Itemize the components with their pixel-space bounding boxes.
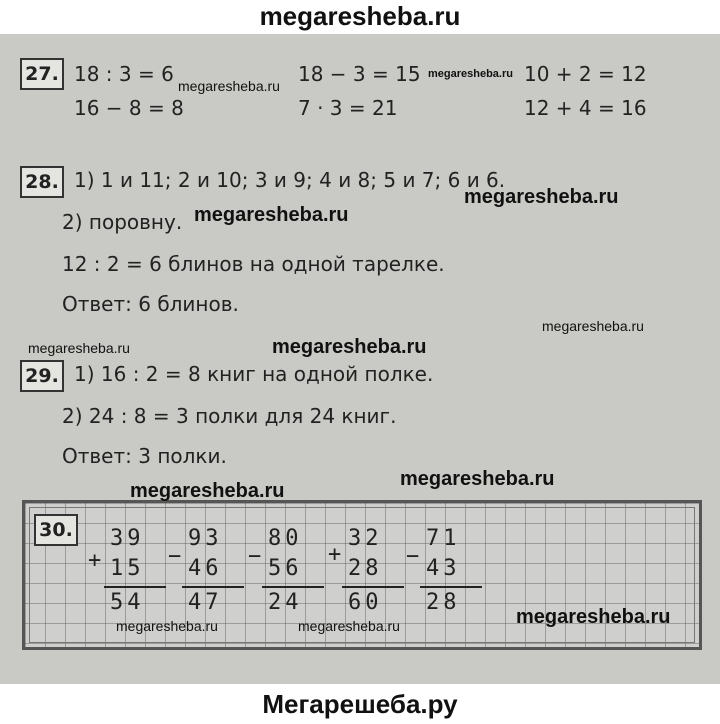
sum-line	[104, 586, 166, 588]
operand-top: 32	[348, 526, 383, 551]
operator-sign: −	[168, 544, 186, 569]
task-29-number: 29.	[20, 360, 64, 392]
watermark: megaresheba.ru	[542, 318, 644, 334]
operand-top: 71	[426, 526, 461, 551]
operator-sign: +	[88, 548, 106, 573]
watermark: megaresheba.ru	[194, 204, 349, 226]
watermark: megaresheba.ru	[116, 618, 218, 634]
task-29-line-1: 1) 16 : 2 = 8 книг на одной полке.	[74, 362, 434, 386]
operand-top: 93	[188, 526, 223, 551]
sum-line	[262, 586, 324, 588]
operand-bottom: 56	[268, 556, 303, 581]
sum-line	[182, 586, 244, 588]
operand-top: 39	[110, 526, 145, 551]
sum-line	[420, 586, 482, 588]
footer-site-name[interactable]: Мегарешеба.ру	[0, 684, 720, 723]
watermark: megaresheba.ru	[400, 468, 555, 490]
task-27-eq-6: 12 + 4 = 16	[524, 96, 647, 120]
watermark: megaresheba.ru	[272, 336, 427, 358]
textbook-page	[0, 34, 720, 684]
task-29-line-2: 2) 24 : 8 = 3 полки для 24 книг.	[62, 404, 397, 428]
operand-top: 80	[268, 526, 303, 551]
result: 24	[268, 590, 303, 615]
operand-bottom: 15	[110, 556, 145, 581]
task-27-eq-4: 16 − 8 = 8	[74, 96, 184, 120]
result: 60	[348, 590, 383, 615]
watermark: megaresheba.ru	[298, 618, 400, 634]
task-28-line-2: 2) поровну.	[62, 210, 183, 234]
task-28-line-1: 1) 1 и 11; 2 и 10; 3 и 9; 4 и 8; 5 и 7; 6 и 6.	[74, 168, 506, 192]
header-site-name[interactable]: megaresheba.ru	[0, 0, 720, 34]
operator-sign: −	[406, 544, 424, 569]
operand-bottom: 28	[348, 556, 383, 581]
watermark: megaresheba.ru	[516, 606, 671, 628]
watermark: megaresheba.ru	[28, 340, 130, 356]
task-27-number: 27.	[20, 58, 64, 90]
watermark: megaresheba.ru	[428, 68, 513, 80]
operator-sign: −	[248, 544, 266, 569]
operand-bottom: 43	[426, 556, 461, 581]
task-27-eq-2: 18 − 3 = 15	[298, 62, 421, 86]
task-27-eq-5: 7 · 3 = 21	[298, 96, 398, 120]
watermark: megaresheba.ru	[130, 480, 285, 502]
result: 54	[110, 590, 145, 615]
task-29-answer: Ответ: 3 полки.	[62, 444, 227, 468]
operator-sign: +	[328, 542, 346, 567]
operand-bottom: 46	[188, 556, 223, 581]
watermark: megaresheba.ru	[178, 78, 280, 94]
sum-line	[342, 586, 404, 588]
watermark: megaresheba.ru	[464, 186, 619, 208]
task-28-answer: Ответ: 6 блинов.	[62, 292, 239, 316]
result: 28	[426, 590, 461, 615]
task-30-number: 30.	[34, 514, 78, 546]
task-27-eq-3: 10 + 2 = 12	[524, 62, 647, 86]
task-28-number: 28.	[20, 166, 64, 198]
task-28-line-3: 12 : 2 = 6 блинов на одной тарелке.	[62, 252, 445, 276]
result: 47	[188, 590, 223, 615]
task-27-eq-1: 18 : 3 = 6	[74, 62, 174, 86]
